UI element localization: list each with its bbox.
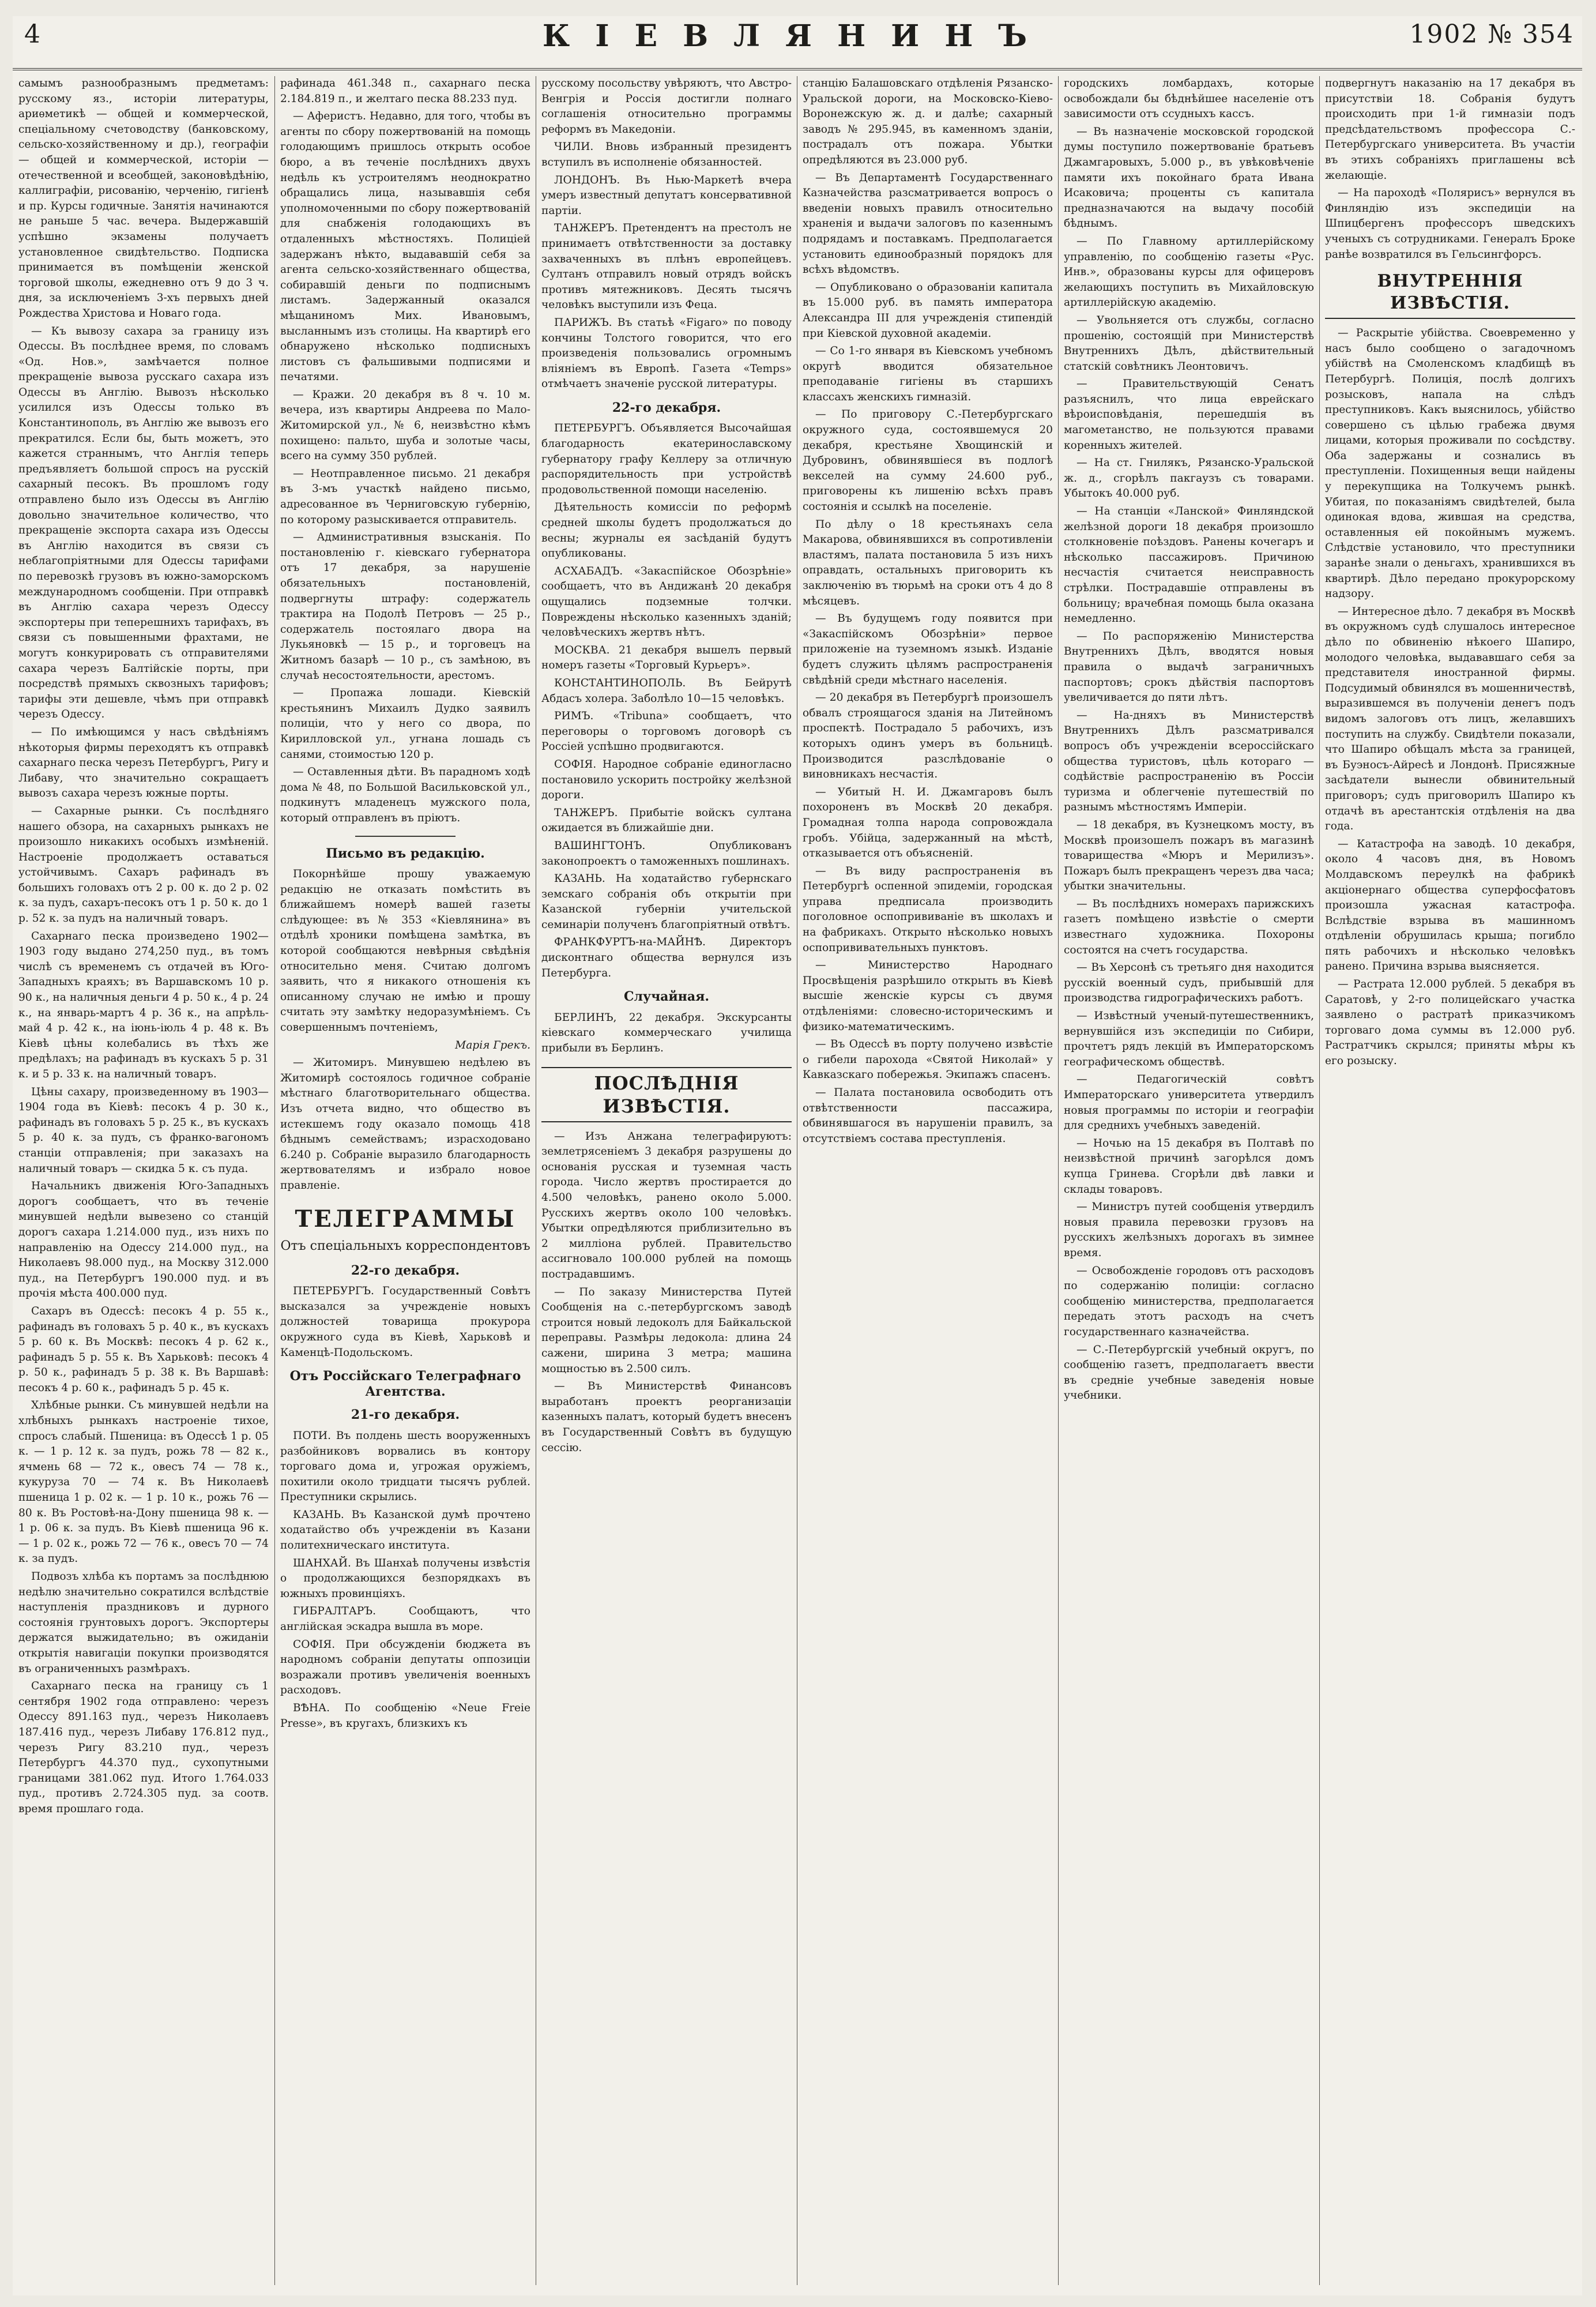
article-paragraph: — Въ послѣднихъ номерахъ парижскихъ газетъ помѣщено извѣстіе о смерти известнаго художника. Похороны состоятся на счетъ государства. [1064,897,1314,956]
article-paragraph: ПЕТЕРБУРГЪ. Объявляется Высочайшая благодарность екатеринославскому губернатору графу Келлеру за отличную распорядительность при устройствѣ продовольственной помощи населенію. [541,422,792,496]
article-paragraph: ГИБРАЛТАРЪ. Сообщаютъ, что англійская эскадра вышла въ море. [280,1605,530,1633]
article-paragraph: Покорнѣйше прошу уважаемую редакцію не отказать помѣстить въ ближайшемъ номерѣ вашей газеты слѣдующее: въ № 353 «Кіевлянина» въ отдѣлѣ хроники помѣщена замѣтка, въ которой сообщаются невѣрныя свѣдѣнія относительно меня. Считаю долгомъ заявить, что я никакого отношенія къ описанному случаю не имѣю и прошу считать эту замѣтку недоразумѣніемъ. Съ совершеннымъ почтеніемъ, [280,868,530,1034]
article-paragraph: — Палата постановила освободить отъ отвѣтственности пассажира, обвинявшагося въ нарушеніи правилъ, за отсутствіемъ состава преступленія. [803,1087,1053,1145]
article-paragraph: — Въ будущемъ году появится при «Закаспійскомъ Обозрѣніи» первое приложеніе на туземномъ языкѣ. Изданіе будетъ служить цѣлямъ распространенія свѣдѣній среди мѣстнаго населенія. [803,613,1053,686]
column-rule [1319,76,1320,2285]
article-paragraph: — Министръ путей сообщенія утвердилъ новыя правила перевозки грузовъ на русскихъ желѣзныхъ дорогахъ въ зимнее время. [1064,1201,1314,1259]
article-paragraph: ЛОНДОНЪ. Въ Нью-Маркетѣ вчера умеръ известный депутатъ консервативной партіи. [541,174,792,217]
agency-heading: Отъ Россійскаго Телеграфнаго Агентства. [289,1369,521,1399]
article-paragraph: — Увольняется отъ службы, согласно прошенію, состоящій при Министерствѣ Внутреннихъ Дѣлъ, дѣйствительный статскій совѣтникъ Леонтовичъ. [1064,314,1314,373]
newspaper-title: КІЕВЛЯНИНЪ [542,18,1053,54]
article-paragraph: — На станціи «Ланской» Финляндской желѣзной дороги 18 декабря произошло столкновеніе поѣздовъ. Ранены кочегаръ и нѣсколько пассажировъ. Причиною несчастія считается неисправность стрѣлки. Пострадавшіе отправлены въ больницу; врачебная помощь была оказана немедленно. [1064,505,1314,625]
article-paragraph: городскихъ ломбардахъ, которые освобождали бы бѣднѣйшее населеніе отъ зависимости отъ ссудныхъ кассъ. [1064,77,1314,121]
article-paragraph: — По заказу Министерства Путей Сообщенія на с.-петербургскомъ заводѣ строится новый ледоколъ для Байкальской переправы. Размѣры ледокола: длина 24 сажени, ширина 3 метра; машина мощностью въ 2.500 силъ. [541,1286,792,1375]
article-paragraph: ПЕТЕРБУРГЪ. Государственный Совѣтъ высказался за учрежденіе новыхъ должностей товарища прокурора окружного суда въ Кіевѣ, Харьковѣ и Каменцѣ-Подольскомъ. [280,1285,530,1359]
article-paragraph: — Кражи. 20 декабря въ 8 ч. 10 м. вечера, изъ квартиры Андреева по Мало-Житомирской ул., № 6, неизвѣстно кѣмъ похищено: пальто, шуба и золотые часы, всего на сумму 350 рублей. [280,388,530,463]
article-paragraph: Дѣятельность комиссіи по реформѣ средней школы будетъ продолжаться до весны; журналы ея засѣданій будутъ опубликованы. [541,501,792,560]
article-paragraph: — Въ Херсонѣ съ третьяго дня находится русскій военный судъ, прибывшій для производства гидрографическихъ работъ. [1064,961,1314,1005]
article-paragraph: — По распоряженію Министерства Внутреннихъ Дѣлъ, вводятся новыя правила о выдачѣ заграничныхъ паспортовъ; срокъ дѣйствія паспортовъ увеличивается до пяти лѣтъ. [1064,630,1314,704]
article-paragraph: Подвозъ хлѣба къ портамъ за послѣднюю недѣлю значительно сократился вслѣдствіе наступленія праздниковъ и дурного состоянія грунтовыхъ дорогъ. Экспортеры держатся выжидательно; въ ожиданіи открытія навигаціи покупки производятся въ ограниченныхъ размѣрахъ. [18,1570,269,1675]
article-paragraph: Начальникъ движенія Юго-Западныхъ дорогъ сообщаетъ, что въ теченіе минувшей недѣли вывезено со станцій дорогъ сахара 1.214.000 пуд., изъ нихъ по направленію на Одессу 214.000 пуд., на Николаевъ 98.000 пуд., на Москву 312.000 пуд., на Петербургъ 190.000 пуд. и въ прочія мѣста 400.000 пуд. [18,1180,269,1300]
column-6 [1325,76,1575,2285]
article-paragraph: — Житомиръ. Минувшею недѣлею въ Житомирѣ состоялось годичное собраніе мѣстнаго благотворительнаго общества. Изъ отчета видно, что общество въ истекшемъ году оказало помощь 418 бѣднымъ семействамъ; израсходовано 6.240 р. Собраніе выразило благодарность жертвователямъ и избрало новое правленіе. [280,1057,530,1192]
article-paragraph: Сахарнаго песка произведено 1902—1903 году выдано 274,250 пуд., въ томъ числѣ съ временемъ съ отдачей въ Юго-Западныхъ краяхъ; въ Варшавскомъ 10 р. 90 к., на наличныя деньги 4 р. 50 к., 4 р. 24 к., на январь-мартъ 4 р. 36 к., на апрѣль-май 4 р. 42 к., на іюнь-іюль 4 р. 48 к. Въ Кіевѣ цѣны колебались въ тѣхъ же предѣлахъ; на рафинадъ въ кускахъ 5 р. 31 к. и 5 р. 33 к. на наличный товаръ. [18,930,269,1080]
letter-heading: Письмо въ редакцію. [326,846,485,861]
article-paragraph: — Неотправленное письмо. 21 декабря въ 3-мъ участкѣ найдено письмо, адресованное въ Черниговскую губернію, по которому разыскивается отправитель. [280,467,530,526]
masthead [13,16,1582,70]
article-paragraph: — Аферистъ. Недавно, для того, чтобы въ агенты по сбору пожертвованій на помощь голодающимъ пришлось открыть особое бюро, а въ теченіе послѣднихъ двухъ недѣль къ устроителямъ неоднократно обращались лица, называвшія себя уполномоченными по сбору пожертвованій для снабженія голодающихъ въ отдаленныхъ мѣстностяхъ. Полиціей задержанъ нѣкто, выдававшій себя за агента сельско-хозяйственнаго общества, собиравшій деньги по подписнымъ листамъ. Задержанный оказался мѣщаниномъ Мих. Ивановымъ, высланнымъ изъ столицы. На квартирѣ его обнаружено нѣсколько подписныхъ листовъ съ фальшивыми подписями и печатями. [280,110,530,384]
article-paragraph: — Раскрытіе убійства. Своевременно у насъ было сообщено о загадочномъ убійствѣ на Смоленскомъ кладбищѣ въ Петербургѣ. Полиція, послѣ долгихъ розысковъ, напала на слѣдъ преступниковъ. Какъ выяснилось, убійство совершено съ цѣлью грабежа двумя лицами, которыя проживали по сосѣдству. Оба задержаны и сознались въ преступленіи. Похищенныя вещи найдены у перекупщика на Толкучемъ рынкѣ. Убитая, по показаніямъ свидѣтелей, была одинокая вдова, жившая на средства, оставленныя ей покойнымъ мужемъ. Слѣдствіе установило, что преступники заранѣе знали о деньгахъ, хранившихся въ квартирѣ. Дѣло передано прокурорскому надзору. [1325,327,1575,600]
column-5 [1064,76,1314,2285]
article-paragraph: — С.-Петербургскій учебный округъ, по сообщенію газетъ, предполагаетъ ввести въ средніе учебные заведенія новые учебники. [1064,1343,1314,1402]
date-heading: 22-го декабря. [612,400,721,415]
article-paragraph: — Сахарные рынки. Съ послѣдняго нашего обзора, на сахарныхъ рынкахъ не произошло никакихъ особыхъ измѣненій. Настроеніе продолжаетъ оставаться устойчивымъ. Сахаръ рафинадъ въ большихъ головахъ отъ 2 р. 00 к. до 2 р. 02 к. за пудъ, сахаръ-песокъ отъ 1 р. 50 к. до 1 р. 52 к. за пудъ на наличный товаръ. [18,805,269,925]
article-paragraph: рафинада 461.348 п., сахарнаго песка 2.184.819 п., и желтаго песка 88.233 пуд. [280,77,530,105]
article-paragraph: ТАНЖЕРЪ. Прибытіе войскъ султана ожидается въ ближайшіе дни. [541,806,792,835]
article-paragraph: По дѣлу о 18 крестьянахъ села Макарова, обвинявшихся въ сопротивленіи властямъ, палата постановила 5 изъ нихъ оправдать, остальныхъ приговорить къ заключенію въ тюрьмѣ на сроки отъ 4 до 8 мѣсяцевъ. [803,518,1053,607]
article-paragraph: ШАНХАЙ. Въ Шанхаѣ получены извѣстія о продолжающихся безпорядкахъ въ южныхъ провинціяхъ. [280,1557,530,1600]
article-paragraph: — Къ вывозу сахара за границу изъ Одессы. Въ послѣднее время, по словамъ «Од. Нов.», замѣчается полное прекращеніе вывоза русскаго сахара изъ Одессы въ Англію. Вывозъ нѣсколько усилился изъ Одессы только въ Константинополь, въ Англію же вывозъ его прекратился. Если бы, быть можетъ, это кажется страннымъ, что Англія теперь предъявляетъ большой спросъ на русскій сахарный песокъ. Въ прошломъ году отправлено было изъ Одессы въ Англію довольно значительное количество, что прекращеніе экспорта сахара изъ Одессы въ Англію находится въ связи съ неблагопріятными для Одессы тарифами по перевозкѣ грузовъ въ южно-заморскомъ международномъ сообщеніи. При отправкѣ въ Англію сахара черезъ Одессу экспортеры при теперешнихъ тарифахъ, въ связи съ повышенными фрахтами, не могутъ конкурировать съ отправителями сахара черезъ Балтійскіе порты, при посредствѣ прямыхъ сквозныхъ тарифовъ; тарифы эти дешевле, чѣмъ при отправкѣ черезъ Одессу. [18,325,269,721]
article-paragraph: станцію Балашовскаго отдѣленія Рязанско-Уральской дороги, на Московско-Кіево-Воронежскую ж. д. и далѣе; сахарный заводъ № 295.945, въ каменномъ зданіи, пострадалъ отъ пожара. Убытки опредѣляются въ 23.000 руб. [803,77,1053,166]
page-number: 4 [24,20,40,49]
article-paragraph: КАЗАНЬ. На ходатайство губернскаго земскаго собранія объ открытіи при Казанской губерніи учительской семинаріи полученъ благопріятный отвѣтъ. [541,873,792,931]
article-paragraph: ЧИЛИ. Вновь избранный президентъ вступилъ въ исполненіе обязанностей. [541,141,792,168]
article-paragraph: самымъ разнообразнымъ предметамъ: русскому яз., исторіи литературы, ариѳметикѣ — общей и коммерческой, спеціальному счетоводству (банковскому, сельско-хозяйственному и др.), географіи — общей и коммерческой, исторіи — отечественной и всеобщей, законовѣдѣнію, каллиграфіи, рисованію, черченію, гигіенѣ и пр. Курсы годичные. Занятія начинаются не раньше 5 час. вечера. Выдержавшій успѣшно экзамены получаетъ установленное свидѣтельство. Подписка принимается въ помѣщеніи женской торговой школы, ежедневно отъ 9 до 3 ч. дня, за исключеніемъ 3-хъ первыхъ дней Рождества Христова и Новаго года. [18,77,269,320]
article-paragraph: СОФІЯ. При обсужденіи бюджета въ народномъ собраніи депутаты оппозиціи возражали противъ увеличенія военныхъ расходовъ. [280,1638,530,1697]
article-paragraph: СОФІЯ. Народное собраніе единогласно постановило ускорить постройку желѣзной дороги. [541,758,792,802]
article-paragraph: МОСКВА. 21 декабря вышелъ первый номеръ газеты «Торговый Курьеръ». [541,644,792,672]
article-paragraph: — По приговору С.-Петербургскаго окружного суда, состоявшемуся 20 декабря, крестьяне Хвощинскій и Дубровинъ, обвинявшіеся въ подлогѣ векселей на сумму 24.600 руб., приговорены къ лишенію всѣхъ правъ состоянія и ссылкѣ на поселеніе. [803,408,1053,513]
date-heading: 21-го декабря. [351,1407,460,1423]
article-paragraph: АСХАБАДЪ. «Закаспійское Обозрѣніе» сообщаетъ, что въ Андижанѣ 20 декабря ощущались подземные толчки. Повреждены нѣсколько казенныхъ зданій; человѣческихъ жертвъ нѣтъ. [541,565,792,639]
article-paragraph: Сахаръ въ Одессѣ: песокъ 4 р. 55 к., рафинадъ въ головахъ 5 р. 40 к., въ кускахъ 5 р. 60 к. Въ Москвѣ: песокъ 4 р. 62 к., рафинадъ 5 р. 55 к. Въ Харьковѣ: песокъ 4 р. 50 к., рафинадъ 5 р. 38 к. Въ Варшавѣ: песокъ 4 р. 60 к., рафинадъ 5 р. 45 к. [18,1305,269,1394]
article-paragraph: КОНСТАНТИНОПОЛЬ. Въ Бейрутѣ Абдасъ холера. Заболѣло 10—15 человѣкъ. [541,677,792,705]
column-1 [18,76,269,2285]
article-paragraph: — Интересное дѣло. 7 декабря въ Москвѣ въ окружномъ судѣ слушалось интересное дѣло по обвиненію нѣкоего Шапиро, молодого человѣка, выдававшаго себя за представителя иностранной фирмы. Подсудимый обвинялся въ мошенничествѣ, выразившемся въ полученіи денегъ подъ видомъ залоговъ отъ лицъ, желавшихъ поступить на службу. Свидѣтели показали, что Шапиро обѣщалъ мѣста за границей, въ Буэносъ-Айресѣ и Лондонѣ. Присяжные засѣдатели вынесли обвинительный приговоръ; судъ приговорилъ Шапиро къ отдачѣ въ арестантскія отдѣленія на два года. [1325,605,1575,833]
article-paragraph: ПАРИЖЪ. Въ статьѣ «Figaro» по поводу кончины Толстого говорится, что его произведенія пользовались огромнымъ вліяніемъ въ Европѣ. Газета «Temps» отмѣчаетъ значеніе русской литературы. [541,316,792,390]
article-paragraph: — На ст. Гнилякъ, Рязанско-Уральской ж. д., сгорѣлъ пакгаузъ съ товарами. Убытокъ 40.000 руб. [1064,457,1314,500]
article-paragraph: — 18 декабря, въ Кузнецкомъ мосту, въ Москвѣ произошелъ пожаръ въ магазинѣ товарищества «Мюръ и Мерилизъ». Пожаръ былъ прекращенъ черезъ два часа; убытки значительны. [1064,818,1314,893]
random-heading: Случайная. [623,989,710,1005]
date-heading: 22-го декабря. [351,1263,460,1278]
domestic-news-heading: ВНУТРЕННІЯ ИЗВѢСТІЯ. [1325,267,1575,319]
article-paragraph: — Въ Министерствѣ Финансовъ выработанъ проектъ реорганизаціи казенныхъ палатъ, который будетъ внесенъ въ Государственный Совѣтъ въ будущую сессію. [541,1380,792,1454]
telegrams-subheading: Отъ спеціальныхъ корреспондентовъ [280,1238,530,1253]
column-rule [274,76,275,2285]
article-paragraph: КАЗАНЬ. Въ Казанской думѣ прочтено ходатайство объ учрежденіи въ Казани политехническаго института. [280,1508,530,1552]
article-paragraph: — Убитый Н. И. Джамгаровъ былъ похороненъ въ Москвѣ 20 декабря. Громадная толпа народа сопровождала гробъ. Убійца, задержанный на мѣстѣ, отказывается отъ объясненій. [803,786,1053,860]
latest-news-heading: ПОСЛѢДНІЯ ИЗВѢСТІЯ. [541,1067,792,1122]
article-paragraph: — Растрата 12.000 рублей. 5 декабря въ Саратовѣ, у 2-го полицейскаго участка заявлено о растратѣ приказчикомъ торговаго дома суммы въ 12.000 руб. Растратчикъ скрылся; приняты мѣры къ его розыску. [1325,978,1575,1068]
article-paragraph: — Въ назначеніе московской городской думы поступило пожертвованіе братьевъ Джамгаровыхъ, 5.000 р., въ увѣковѣченіе памяти ихъ покойнаго брата Ивана Исаковича; проценты съ капитала предназначаются на выдачу пособій бѣднымъ. [1064,125,1314,230]
column-rule [1058,76,1059,2285]
newspaper-page [13,16,1582,2295]
article-paragraph: — Изъ Анжана телеграфируютъ: землетрясеніемъ 3 декабря разрушены до основанія русская и туземная часть города. Число жертвъ простирается до 4.500 человѣкъ, ранено около 5.000. Русскихъ жертвъ около 100 человѣкъ. Убытки опредѣляются приблизительно въ 2 милліона рублей. Правительство ассигновало 100.000 рублей на помощь пострадавшимъ. [541,1130,792,1280]
telegrams-heading: ТЕЛЕГРАММЫ [295,1205,516,1233]
article-paragraph: — На пароходѣ «Полярисъ» вернулся въ Финляндію изъ экспедиціи на Шпицбергенъ профессоръ шведскихъ ученыхъ съ сотрудниками. Генералъ Броке ранѣе возвратился въ Гельсингфорсъ. [1325,187,1575,261]
issue-number: 1902 № 354 [1409,20,1574,49]
article-paragraph: — Министерство Народнаго Просвѣщенія разрѣшило открыть въ Кіевѣ высшіе женскіе курсы съ двумя отдѣленіями: словесно-историческимъ и физико-математическимъ. [803,959,1053,1033]
article-paragraph: — Въ Департаментѣ Государственнаго Казначейства разсматривается вопросъ о введеніи новыхъ правилъ относительно храненія и выдачи залоговъ по казеннымъ подрядамъ и поставкамъ. Предполагается установить единообразный порядокъ для всѣхъ вѣдомствъ. [803,171,1053,276]
article-paragraph: — Пропажа лошади. Кіевскій крестьянинъ Михаилъ Дудко заявилъ полиціи, что у него со двора, по Кирилловской ул., угнана лошадь съ санями, стоимостью 120 р. [280,687,530,761]
section-divider [355,836,456,837]
article-paragraph: — Со 1-го января въ Кіевскомъ учебномъ округѣ вводится обязательное преподаваніе гигіены въ старшихъ классахъ женскихъ гимназій. [803,345,1053,403]
article-paragraph: — Административныя взысканія. По постановленію г. кіевскаго губернатора отъ 17 декабря, за нарушеніе обязательныхъ постановленій, подвергнуты штрафу: содержатель трактира на Подолѣ Петровъ — 25 р., содержатель постоялаго двора на Лукьяновкѣ — 15 р., и торговецъ на Житномъ базарѣ — 10 р., съ замѣною, въ случаѣ несостоятельности, арестомъ. [280,531,530,682]
article-paragraph: — Освобожденіе городовъ отъ расходовъ по содержанію полиціи: согласно сообщенію министерства, предполагается передать этотъ расходъ на счетъ государственнаго казначейства. [1064,1264,1314,1338]
article-paragraph: — Правительствующій Сенатъ разъяснилъ, что лица еврейскаго вѣроисповѣданія, перешедшія въ магометанство, не пользуются правами коренныхъ жителей. [1064,378,1314,452]
article-paragraph: РИМЪ. «Tribuna» сообщаетъ, что переговоры о торговомъ договорѣ съ Россіей успѣшно продвигаются. [541,710,792,753]
article-paragraph: ТАНЖЕРЪ. Претендентъ на престолъ не принимаетъ отвѣтственности за доставку захваченныхъ въ плѣнъ европейцевъ. Султанъ отправилъ новый отрядъ войскъ противъ мятежниковъ. Десять тысячъ человѣкъ выступили изъ Феца. [541,222,792,311]
article-paragraph: — Педагогическій совѣтъ Императорскаго университета утвердилъ новыя программы по исторіи и географіи для среднихъ учебныхъ заведеній. [1064,1073,1314,1132]
article-paragraph: Сахарнаго песка на границу съ 1 сентября 1902 года отправлено: черезъ Одессу 891.163 пуд., черезъ Николаевъ 187.416 пуд., черезъ Либаву 176.812 пуд., черезъ Ригу 83.210 пуд., черезъ Петербургъ 44.370 пуд., сухопутными границами 381.062 пуд. Итого 1.764.033 пуд., противъ 2.724.305 пуд. за соотв. время прошлаго года. [18,1680,269,1815]
article-paragraph: подвергнутъ наказанію на 17 декабря въ присутствіи 18. Собранія будутъ происходить при 1-й гимназіи подъ предсѣдательствомъ профессора С.-Петербургскаго университета. Въ участіи въ этихъ собраніяхъ приглашены всѣ желающіе. [1325,77,1575,182]
article-paragraph: — Оставленныя дѣти. Въ парадномъ ходѣ дома № 48, по Большой Васильковской ул., подкинутъ младенецъ мужского пола, который отправленъ въ пріютъ. [280,766,530,824]
column-2 [280,76,530,2285]
article-paragraph: — По Главному артиллерійскому управленію, по сообщенію газеты «Рус. Инв.», образованы курсы для офицеровъ желающихъ поступить въ Михайловскую артиллерійскую академію. [1064,235,1314,309]
article-paragraph: Хлѣбные рынки. Съ минувшей недѣли на хлѣбныхъ рынкахъ настроеніе тихое, спросъ слабый. Пшеница: въ Одессѣ 1 р. 05 к. — 1 р. 12 к. за пудъ, рожь 78 — 82 к., ячмень 68 — 72 к., овесъ 74 — 78 к., кукуруза 70 — 74 к. Въ Николаевѣ пшеница 1 р. 02 к. — 1 р. 10 к., рожь 76 — 80 к. Въ Ростовѣ-на-Дону пшеница 98 к. — 1 р. 06 к. за пудъ. Въ Кіевѣ пшеница 96 к. — 1 р. 02 к., рожь 72 — 76 к., овесъ 70 — 74 к. за пудъ. [18,1399,269,1565]
article-paragraph: ФРАНКФУРТЪ-на-МАЙНѢ. Директоръ дисконтнаго общества вернулся изъ Петербурга. [541,936,792,979]
article-paragraph: БЕРЛИНЪ, 22 декабря. Экскурсанты кіевскаго коммерческаго училища прибыли въ Берлинъ. [541,1011,792,1055]
article-paragraph: ВѢНА. По сообщенію «Neue Freie Presse», въ кругахъ, близкихъ къ [280,1702,530,1730]
article-paragraph: ПОТИ. Въ полдень шесть вооруженныхъ разбойниковъ ворвались въ контору торговаго дома и, угрожая оружіемъ, похитили около тридцати тысячъ рублей. Преступники скрылись. [280,1429,530,1504]
article-paragraph: — Извѣстный ученый-путешественникъ, вернувшійся изъ экспедиціи по Сибири, прочтетъ рядъ лекцій въ Императорскомъ географическомъ обществѣ. [1064,1010,1314,1068]
article-paragraph: — Въ виду распространенія въ Петербургѣ оспенной эпидеміи, городская управа предписала производить поголовное оспопрививаніе въ школахъ и на фабрикахъ. Открыто нѣсколько новыхъ оспопрививательныхъ пунктовъ. [803,865,1053,954]
article-paragraph: — На-дняхъ въ Министерствѣ Внутреннихъ Дѣлъ разсматривался вопросъ объ учрежденіи всероссійскаго общества туристовъ, цѣль котораго — содѣйствіе распространенію въ Россіи туризма и облегченіе путешествій по разнымъ мѣстностямъ Имперіи. [1064,709,1314,814]
column-4 [803,76,1053,2285]
article-paragraph: — Опубликовано о образованіи капитала въ 15.000 руб. въ память императора Александра III для учрежденія стипендій при Кіевской духовной академіи. [803,281,1053,340]
article-paragraph: Цѣны сахару, произведенному въ 1903—1904 года въ Кіевѣ: песокъ 4 р. 30 к., рафинадъ въ головахъ 5 р. 25 к., въ кускахъ 5 р. 40 к. за пудъ, съ франко-вагономъ станціи отправленія; при заказахъ на наличный товаръ — скидка 5 к. съ пуда. [18,1085,269,1175]
article-paragraph: — Катастрофа на заводѣ. 10 декабря, около 4 часовъ дня, въ Новомъ Молдавскомъ переулкѣ на фабрикѣ акціонернаго общества суперфосфатовъ произошла ужасная катастрофа. Вслѣдствіе взрыва въ машинномъ отдѣленіи обрушилась крыша; погибло пять рабочихъ и нѣсколько человѣкъ ранено. Причина взрыва выясняется. [1325,837,1575,973]
article-paragraph: русскому посольству увѣряютъ, что Австро-Венгрія и Россія достигли полнаго соглашенія относительно программы реформъ въ Македоніи. [541,77,792,136]
article-paragraph: — Ночью на 15 декабря въ Полтавѣ по неизвѣстной причинѣ загорѣлся домъ купца Гринева. Сгорѣли двѣ лавки и склады товаровъ. [1064,1137,1314,1196]
article-paragraph: — По имѣющимся у насъ свѣдѣніямъ нѣкоторыя фирмы переходятъ къ отправкѣ сахарнаго песка черезъ Петербургъ, Ригу и Либаву, что значительно сокращаетъ вывозъ сахара черезъ южные порты. [18,726,269,800]
letter-signature: Марія Грекъ. [455,1039,530,1051]
article-paragraph: ВАШИНГТОНЪ. Опубликованъ законопроектъ о таможенныхъ пошлинахъ. [541,839,792,867]
article-paragraph: — 20 декабря въ Петербургѣ произошелъ обвалъ строящагося зданія на Литейномъ проспектѣ. Пострадало 5 рабочихъ, изъ которыхъ одинъ умеръ въ больницѣ. Производится разслѣдованіе о виновникахъ несчастія. [803,692,1053,781]
column-3 [541,76,792,2285]
article-paragraph: — Въ Одессѣ въ порту получено извѣстіе о гибели парохода «Святой Николай» у Кавказскаго побережья. Экипажъ спасенъ. [803,1038,1053,1081]
